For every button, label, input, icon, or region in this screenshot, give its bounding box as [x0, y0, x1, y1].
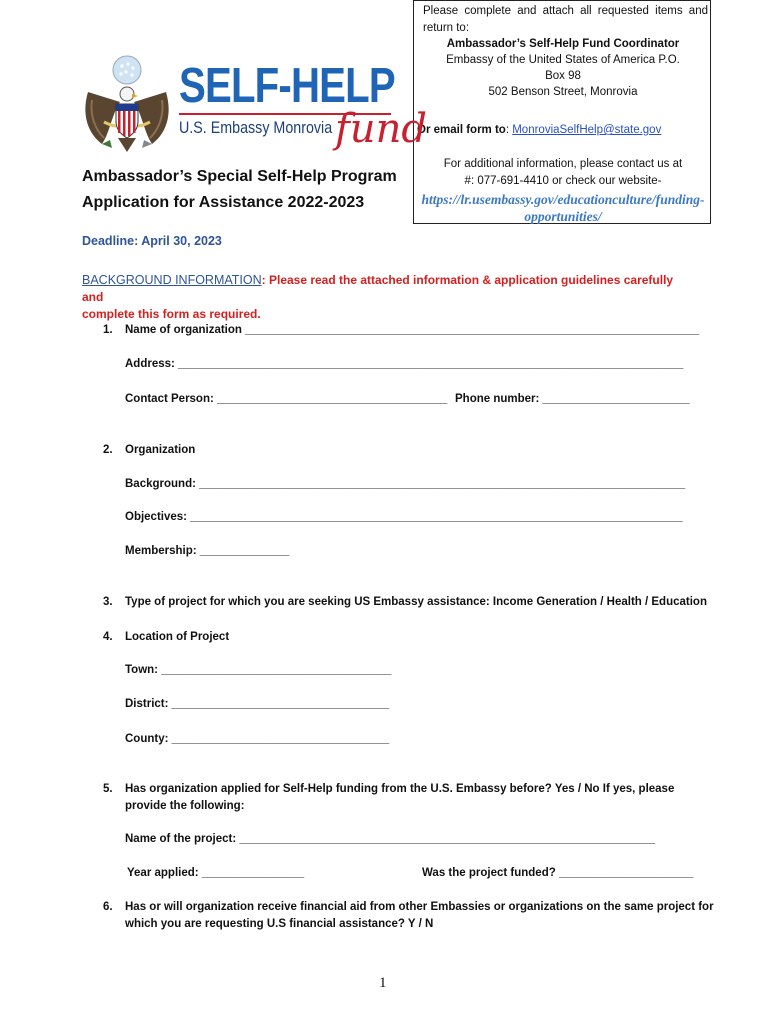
- project-name-field[interactable]: Name of the project: _________________________________________________________________: [125, 833, 656, 845]
- page-title-line-1: Ambassador’s Special Self-Help Program: [82, 168, 397, 185]
- email-link[interactable]: MonroviaSelfHelp@state.gov: [512, 124, 662, 136]
- prior-funding-question[interactable]: Has organization applied for Self-Help funding from the U.S. Embassy before? Yes / No If yes, please: [125, 783, 675, 795]
- email-prefix: Or email form to: [417, 124, 506, 136]
- contact-line-1: For additional information, please contact us at: [443, 158, 683, 170]
- q5-number: 5.: [103, 783, 113, 795]
- contact-line-2: #: 077-691-4410 or check our website-: [464, 175, 662, 187]
- logo-subtitle: U.S. Embassy Monrovia: [179, 118, 333, 137]
- org-name-field[interactable]: Name of organization _______________________________________________________________________: [125, 324, 700, 336]
- objectives-field[interactable]: Objectives: _____________________________________________________________________________: [125, 511, 683, 523]
- prior-funding-question-cont: provide the following:: [125, 800, 245, 812]
- membership-field[interactable]: Membership: ______________: [125, 545, 290, 557]
- address-line-3: 502 Benson Street, Monrovia: [488, 86, 638, 98]
- district-field[interactable]: District: __________________________________: [125, 698, 390, 710]
- phone-number-field[interactable]: Phone number: _______________________: [455, 393, 690, 405]
- background-note-line-2: complete this form as required.: [82, 307, 261, 321]
- website-link-line-1[interactable]: https://lr.usembassy.gov/educationculture/funding-: [421, 192, 705, 207]
- year-applied-field[interactable]: Year applied: ________________: [127, 867, 305, 879]
- q3-number: 3.: [103, 596, 113, 608]
- email-colon: :: [505, 124, 513, 136]
- coordinator-title: Ambassador’s Self-Help Fund Coordinator: [446, 38, 680, 50]
- background-field[interactable]: Background: ____________________________________________________________________________: [125, 478, 686, 490]
- logo-script-word: fund: [335, 106, 427, 152]
- address-field[interactable]: Address: _______________________________________________________________________________: [125, 358, 684, 370]
- organization-label: Organization: [125, 444, 196, 456]
- deadline: Deadline: April 30, 2023: [82, 234, 222, 248]
- background-note-line-1: Please read the attached information & application guidelines carefully and: [82, 273, 674, 304]
- info-intro: Please complete and attach all requested items and return to:: [423, 5, 708, 34]
- q4-number: 4.: [103, 631, 113, 643]
- contact-info-box: [413, 0, 711, 224]
- background-note: [82, 272, 682, 323]
- page-title-line-2: Application for Assistance 2022-2023: [82, 194, 365, 211]
- other-aid-question[interactable]: Has or will organization receive financial aid from other Embassies or organizations on the same project for: [125, 901, 714, 913]
- address-line-2: Box 98: [545, 70, 581, 82]
- website-link-line-2[interactable]: opportunities/: [524, 209, 602, 224]
- q1-number: 1.: [103, 324, 113, 336]
- town-field[interactable]: Town: ____________________________________: [125, 664, 392, 676]
- address-line-1: Embassy of the United States of America P.O.: [446, 54, 680, 66]
- background-heading: BACKGROUND INFORMATION: [82, 273, 262, 287]
- contact-person-field[interactable]: Contact Person: ____________________________________: [125, 393, 448, 405]
- self-help-fund-logo: [82, 52, 427, 162]
- email-line: [417, 122, 661, 139]
- background-colon: :: [261, 273, 266, 287]
- location-label: Location of Project: [125, 631, 230, 643]
- other-aid-question-cont[interactable]: which you are requesting U.S financial assistance? Y / N: [125, 918, 434, 930]
- logo-title: SELF-HELP: [179, 59, 395, 113]
- project-type-question[interactable]: Type of project for which you are seeking US Embassy assistance: Income Generation / Health / Education: [125, 596, 707, 608]
- q6-number: 6.: [103, 901, 113, 913]
- q2-number: 2.: [103, 444, 113, 456]
- page-number: 1: [379, 975, 387, 991]
- project-funded-field[interactable]: Was the project funded? _____________________: [422, 867, 694, 879]
- county-field[interactable]: County: __________________________________: [125, 733, 390, 745]
